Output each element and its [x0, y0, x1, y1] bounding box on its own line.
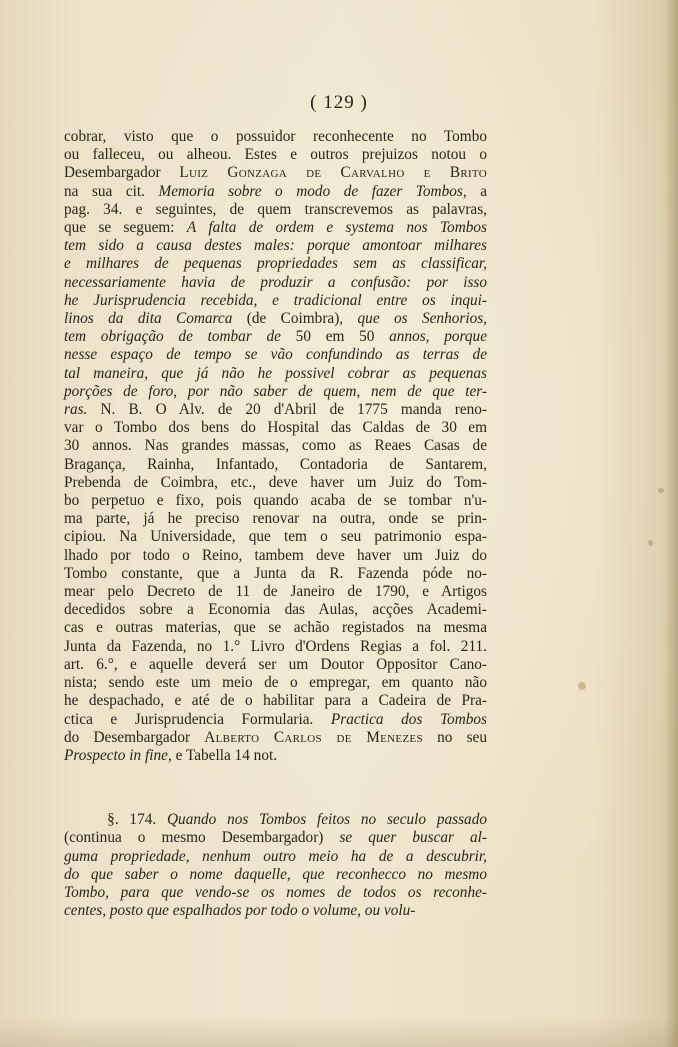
italic-text: linos da dita Comarca — [64, 310, 247, 328]
text-line — [64, 146, 487, 164]
italic-text: Practica dos Tombos — [330, 710, 487, 728]
paper-stain — [578, 682, 586, 690]
text-run: nista; sendo este um meio de o empregar, em quanto não — [64, 674, 487, 692]
text-line — [64, 510, 487, 528]
text-line — [64, 811, 487, 829]
text-line — [64, 474, 487, 492]
text-line — [64, 201, 487, 219]
text-run: do Desembargador — [64, 728, 205, 746]
text-run: pag. 34. e seguintes, de quem transcrevemos as palavras, — [64, 200, 487, 218]
paper-stain — [658, 488, 664, 493]
text-line — [64, 274, 487, 292]
italic-text: tem obrigação de tombar de — [64, 328, 296, 346]
text-run: que se seguem: — [64, 219, 187, 237]
page-number: ( 129 ) — [310, 92, 368, 113]
text-run: cas e outras materias, que se achão registados na mesma — [64, 619, 487, 637]
page-bottom-shadow — [0, 1017, 678, 1047]
text-run: , a — [462, 182, 487, 200]
text-line — [64, 565, 487, 583]
text-run: lhado por todo o Reino, tambem deve haver um Juiz do — [64, 546, 487, 564]
text-run: art. 6.°, e aquelle deverá ser um Doutor Oppositor Cano- — [64, 655, 487, 673]
text-run: decedidos sobre a Economia das Aulas, acções Academi- — [64, 601, 487, 619]
paragraph-1 — [64, 128, 487, 765]
page-edge-shadow — [664, 0, 678, 1047]
text-line — [64, 747, 487, 765]
text-run: no seu — [422, 728, 487, 746]
small-caps-name: Luiz Gonzaga de Carvalho e Brito — [179, 164, 487, 182]
text-line — [64, 219, 487, 237]
text-line — [64, 437, 487, 455]
text-run: na sua cit. — [64, 182, 159, 200]
text-line — [64, 902, 487, 920]
paragraph-2 — [64, 811, 487, 920]
text-run: mear pelo Decreto de 11 de Janeiro de 1790, e Artigos — [64, 583, 487, 601]
italic-text: que os Senhorios, — [357, 310, 488, 328]
text-line — [64, 583, 487, 601]
text-line — [64, 619, 487, 637]
italic-text: tem sido a causa destes males: porque amontoar milhares — [64, 237, 487, 255]
text-line — [64, 328, 487, 346]
text-run: he despachado, e até de o habilitar para a Cadeira de Pra- — [64, 692, 487, 710]
italic-text: centes, posto que espalhados por todo o volume, ou volu- — [64, 902, 416, 920]
text-line — [64, 848, 487, 866]
italic-text: annos, porque — [389, 328, 487, 346]
italic-text: Prospecto in fine — [64, 746, 168, 764]
text-line — [64, 401, 487, 419]
text-run: ou falleceu, ou alheou. Estes e outros prejuizos notou o — [64, 146, 487, 164]
text-line — [64, 346, 487, 364]
italic-text: se quer buscar al- — [339, 829, 488, 847]
small-caps-name: Alberto Carlos de Menezes — [204, 728, 423, 746]
text-line — [64, 829, 487, 847]
text-line — [64, 456, 487, 474]
text-line — [64, 183, 487, 201]
text-line — [64, 419, 487, 437]
text-run: , e Tabella 14 not. — [167, 746, 278, 764]
text-line — [64, 656, 487, 674]
text-line — [64, 866, 487, 884]
text-run: 30 annos. Nas grandes massas, como as Reaes Casas de — [64, 437, 487, 455]
text-line — [64, 547, 487, 565]
italic-text: A falta de ordem e systema nos Tombos — [186, 219, 487, 237]
italic-text: tal maneira, que já não he possivel cobrar as pequenas — [64, 364, 487, 382]
text-line — [64, 729, 487, 747]
text-run: ctica e Jurisprudencia Formularia. — [64, 710, 331, 728]
italic-text: necessariamente havia de produzir a confusão: por isso — [64, 273, 487, 291]
text-run: ma parte, já he preciso renovar na outra, onde se prin- — [64, 510, 487, 528]
text-run: Desembargador — [64, 164, 180, 182]
text-line — [64, 692, 487, 710]
text-line — [64, 164, 487, 182]
text-line — [64, 492, 487, 510]
text-line — [64, 310, 487, 328]
italic-text: do que saber o nome daquelle, que reconhecco no mesmo — [64, 865, 487, 883]
text-line — [64, 365, 487, 383]
paper-stain — [648, 540, 653, 546]
text-run: Bragança, Rainha, Infantado, Contadoria de Santarem, — [64, 455, 487, 473]
italic-text: porções de foro, por não saber de quem, nem de que ter- — [64, 382, 487, 400]
italic-text: e milhares de pequenas propriedades sem as classificar, — [64, 255, 487, 273]
text-run: (de Coimbra), — [246, 310, 358, 328]
italic-text: Memoria sobre o modo de fazer Tombos — [158, 182, 463, 200]
italic-text: guma propriedade, nenhum outro meio ha de a descubrir, — [64, 847, 487, 865]
paragraph-gap — [64, 765, 487, 811]
text-line — [64, 528, 487, 546]
text-line — [64, 884, 487, 902]
text-run: Prebenda de Coimbra, etc., deve haver um Juiz do Tom- — [64, 473, 487, 491]
italic-text: he Jurisprudencia recebida, e tradicional entre os inqui- — [64, 291, 487, 309]
text-line — [64, 383, 487, 401]
italic-text: Tombo, para que vendo-se os nomes de todos os reconhe- — [64, 883, 487, 901]
text-line — [64, 237, 487, 255]
italic-text: ras. — [64, 401, 101, 419]
text-line — [64, 255, 487, 273]
page-body — [64, 128, 487, 920]
text-line — [64, 674, 487, 692]
italic-text: nesse espaço de tempo se vão confundindo as terras de — [64, 346, 487, 364]
text-line — [64, 601, 487, 619]
text-line — [64, 638, 487, 656]
text-line — [64, 292, 487, 310]
text-run: bo perpetuo e fixo, pois quando acaba de se tombar n'u- — [64, 492, 487, 510]
text-run: (continua o mesmo Desembargador) — [64, 829, 340, 847]
text-run: §. 174. — [64, 811, 167, 829]
text-line — [64, 711, 487, 729]
text-line — [64, 128, 487, 146]
text-run: var o Tombo dos bens do Hospital das Caldas de 30 em — [64, 419, 487, 437]
italic-text: Quando nos Tombos feitos no seculo passado — [167, 811, 488, 829]
text-run: N. B. O Alv. de 20 d'Abril de 1775 manda reno- — [100, 401, 487, 419]
text-run: Tombo constante, que a Junta da R. Fazenda póde no- — [64, 564, 487, 582]
text-run: cipiou. Na Universidade, que tem o seu patrimonio espa- — [64, 528, 487, 546]
text-run: cobrar, visto que o possuidor reconhecente no Tombo — [64, 128, 487, 145]
text-run: 50 em 50 — [295, 328, 390, 346]
text-run: Junta da Fazenda, no 1.° Livro d'Ordens Regias a fol. 211. — [64, 637, 487, 655]
